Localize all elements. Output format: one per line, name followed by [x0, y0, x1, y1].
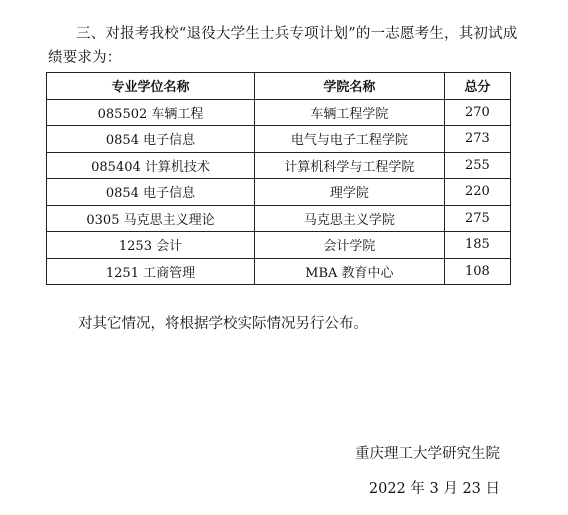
cell-score: 220	[444, 179, 510, 206]
cell-school: 会计学院	[255, 232, 445, 259]
cell-school: 计算机科学与工程学院	[255, 152, 445, 179]
cell-major: 085502 车辆工程	[47, 99, 255, 126]
table-row	[47, 152, 511, 179]
table-row	[47, 205, 511, 232]
table-header-row	[47, 73, 511, 100]
cell-school: 理学院	[255, 179, 445, 206]
cell-major: 1251 工商管理	[47, 258, 255, 285]
cell-score: 273	[444, 126, 510, 153]
cell-major: 0854 电子信息	[47, 126, 255, 153]
cell-school: MBA 教育中心	[255, 258, 445, 285]
header-score: 总分	[444, 73, 510, 100]
header-major: 专业学位名称	[47, 73, 255, 100]
table-row	[47, 232, 511, 259]
table-row	[47, 258, 511, 285]
issue-date: 2022 年 3 月 23 日	[368, 481, 500, 497]
section-paragraph-text: 三、对报考我校“退役大学生士兵专项计划”的一志愿考生，其初试成绩要求为：	[48, 26, 518, 66]
cell-school: 车辆工程学院	[255, 99, 445, 126]
closing-note: 对其它情况，将根据学校实际情况另行公布。	[78, 316, 368, 332]
table-row	[47, 99, 511, 126]
table-body	[47, 99, 511, 285]
cell-score: 185	[444, 232, 510, 259]
header-school: 学院名称	[255, 73, 445, 100]
cell-score: 108	[444, 258, 510, 285]
table-row	[47, 126, 511, 153]
cell-score: 270	[444, 99, 510, 126]
cell-score: 255	[444, 152, 510, 179]
cell-school: 马克思主义学院	[255, 205, 445, 232]
cell-major: 085404 计算机技术	[47, 152, 255, 179]
table-row	[47, 179, 511, 206]
cell-major: 0854 电子信息	[47, 179, 255, 206]
signer-institution: 重庆理工大学研究生院	[355, 446, 500, 462]
section-paragraph	[48, 22, 518, 70]
score-requirements-table	[46, 72, 511, 285]
cell-school: 电气与电子工程学院	[255, 126, 445, 153]
cell-major: 1253 会计	[47, 232, 255, 259]
table-header	[47, 73, 511, 100]
cell-major: 0305 马克思主义理论	[47, 205, 255, 232]
cell-score: 275	[444, 205, 510, 232]
